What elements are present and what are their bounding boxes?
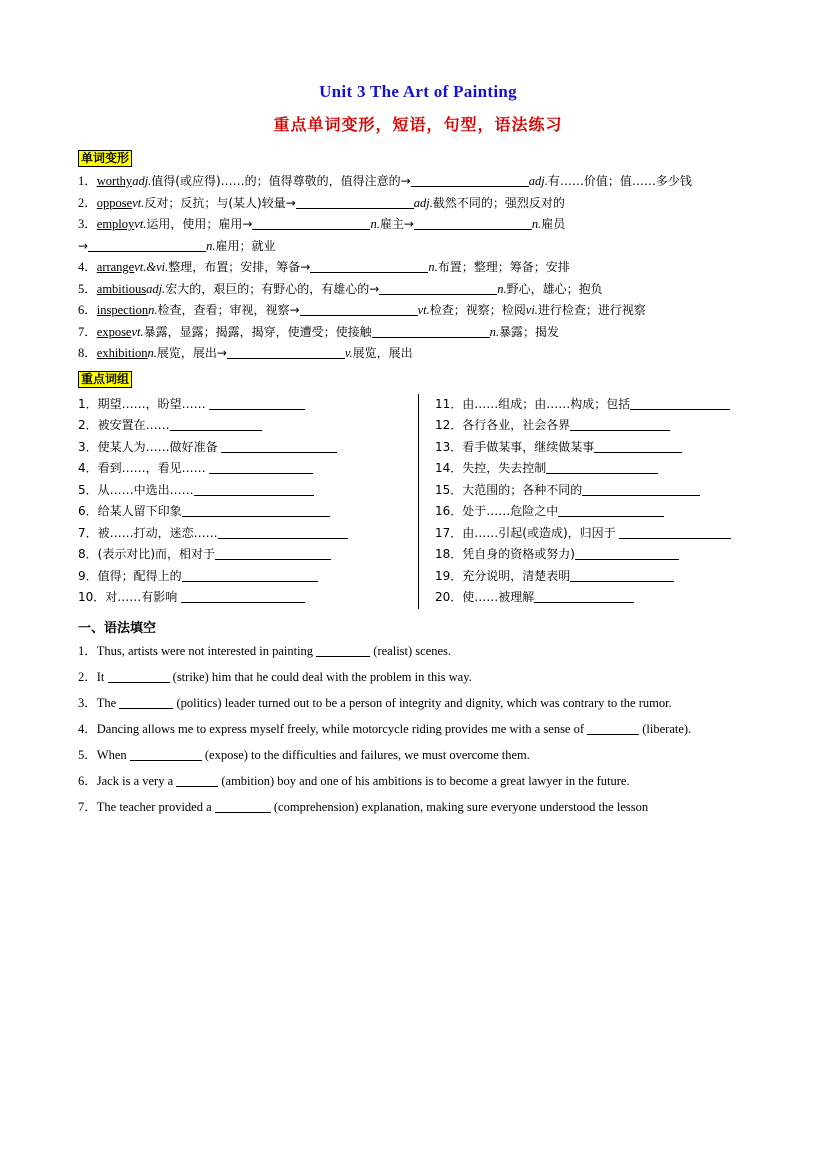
headword: employ xyxy=(96,217,135,231)
part-of-speech-2: vt. xyxy=(417,303,430,317)
meaning-text-3: 雇员 xyxy=(541,217,566,231)
meaning-text: 反对；反抗；与(某人)较量→ xyxy=(144,195,296,210)
item-number: 11． xyxy=(435,396,463,411)
word-item-4 xyxy=(78,257,758,278)
item-number: 20． xyxy=(435,590,463,604)
phrase-item xyxy=(435,394,758,416)
meaning-text-2: 截然不同的；强烈反对的 xyxy=(432,195,565,210)
phrase-text: 由……引起(或造成)，归因于 xyxy=(462,525,616,540)
sentence-cue: (ambition) xyxy=(221,773,275,788)
item-number: 1． xyxy=(78,643,97,658)
sentence-before: Thus, artists were not interested in painting xyxy=(96,643,314,658)
phrase-item xyxy=(78,587,404,609)
phrase-text: 处于……危险之中 xyxy=(462,504,559,518)
phrase-text: 期望……，盼望…… xyxy=(97,396,206,411)
answer-blank[interactable] xyxy=(587,722,639,735)
sentence-before: It xyxy=(96,669,105,684)
phrase-text: 从……中选出…… xyxy=(97,482,194,497)
item-number: 4． xyxy=(78,260,97,274)
meaning-text: 展览，展出→ xyxy=(156,346,227,360)
meaning-text-2: 检查；视察；检阅 xyxy=(429,303,526,317)
phrase-item xyxy=(435,458,758,480)
sentence-after: leader turned out to be a person of integrity and dignity, which was contrary to the rumor. xyxy=(224,695,672,710)
word-item-8 xyxy=(78,343,758,364)
sentence-cue: (liberate). xyxy=(642,721,692,736)
part-of-speech-2: n. xyxy=(497,281,507,296)
headword: expose xyxy=(96,324,132,339)
grammar-item-6 xyxy=(78,770,758,792)
page-title-chinese: 重点单词变形，短语，句型，语法练习 xyxy=(273,115,563,134)
answer-blank[interactable] xyxy=(182,504,330,517)
phrase-text: 使某人为……做好准备 xyxy=(97,439,218,454)
phrase-item xyxy=(435,566,758,588)
phrase-column-left xyxy=(78,394,418,609)
part-of-speech: n. xyxy=(147,346,157,360)
item-number: 3． xyxy=(78,439,98,454)
item-number: 4． xyxy=(78,721,97,736)
item-number: 10． xyxy=(78,590,106,604)
item-number: 19． xyxy=(435,568,463,583)
answer-blank[interactable] xyxy=(215,547,331,560)
answer-blank[interactable] xyxy=(582,483,700,496)
answer-blank[interactable] xyxy=(209,397,305,410)
answer-blank[interactable] xyxy=(176,774,218,787)
phrase-item xyxy=(435,480,758,502)
phrase-column-right xyxy=(418,394,758,609)
phrase-item xyxy=(78,458,404,480)
answer-blank[interactable] xyxy=(209,461,313,474)
phrase-item xyxy=(435,501,758,523)
phrase-item xyxy=(78,394,404,416)
phrase-item xyxy=(78,566,404,588)
part-of-speech: vt.&vi. xyxy=(134,260,169,274)
grammar-item-3 xyxy=(78,692,758,714)
phrase-text: 被安置在…… xyxy=(97,418,170,432)
section-label-word-forms: 单词变形 xyxy=(78,150,132,167)
phrase-item xyxy=(78,544,404,566)
phrase-text: (表示对比)而，相对于 xyxy=(97,547,216,561)
word-item-1 xyxy=(78,171,758,192)
answer-blank[interactable] xyxy=(88,238,206,252)
meaning-text: 暴露，显露；揭露，揭穿，使遭受；使接触 xyxy=(143,324,372,339)
item-number: 16． xyxy=(435,504,463,518)
grammar-item-1 xyxy=(78,640,758,662)
headword: oppose xyxy=(96,195,133,210)
sentence-before: Jack is a very a xyxy=(96,773,174,788)
item-number: 1． xyxy=(78,396,98,411)
part-of-speech: adj. xyxy=(132,174,152,188)
answer-blank[interactable] xyxy=(194,483,314,496)
grammar-item-5 xyxy=(78,744,758,766)
phrase-text: 充分说明，清楚表明 xyxy=(462,568,571,583)
item-number: 8． xyxy=(78,547,98,561)
answer-blank[interactable] xyxy=(411,173,529,187)
phrase-item xyxy=(435,415,758,437)
answer-blank[interactable] xyxy=(546,461,658,474)
phrase-item xyxy=(78,501,404,523)
headword: worthy xyxy=(96,174,133,188)
phrase-item xyxy=(78,437,404,459)
answer-blank[interactable] xyxy=(619,526,731,539)
grammar-section-heading: 一、语法填空 xyxy=(78,620,157,636)
item-number: 5． xyxy=(78,281,97,296)
phrase-text: 大范围的；各种不同的 xyxy=(462,482,583,497)
phrase-text: 看手做某事，继续做某事 xyxy=(462,439,595,454)
phrase-item xyxy=(78,480,404,502)
answer-blank[interactable] xyxy=(170,418,262,431)
sentence-before: Dancing allows me to express myself freely, while motorcycle riding provides me with a sense of xyxy=(96,721,585,736)
meaning-text: 运用，使用；雇用→ xyxy=(146,217,253,231)
sentence-cue: (strike) xyxy=(172,669,209,684)
meaning-text-3: 进行检查；进行视察 xyxy=(537,303,646,317)
phrase-text: 给某人留下印象 xyxy=(97,504,182,518)
headword: ambitious xyxy=(96,281,147,296)
sentence-cue: (politics) xyxy=(176,695,222,710)
meaning-text: 整理，布置；安排，筹备→ xyxy=(168,260,311,274)
item-number: 15． xyxy=(435,482,463,497)
phrase-list-right xyxy=(435,394,758,609)
meaning-text: 宏大的，艰巨的；有野心的，有雄心的→ xyxy=(165,281,380,296)
phrase-text: 值得；配得上的 xyxy=(97,568,182,583)
meaning-text: 值得(或应得)……的；值得尊敬的，值得注意的→ xyxy=(151,174,411,188)
sentence-cue: (comprehension) xyxy=(273,799,359,814)
phrase-text: 对……有影响 xyxy=(105,590,178,604)
answer-blank[interactable] xyxy=(414,216,532,230)
headword: inspection xyxy=(96,303,149,317)
part-of-speech-2: v. xyxy=(344,346,353,360)
item-number: 6． xyxy=(78,504,98,518)
item-number: 7． xyxy=(78,324,97,339)
answer-blank[interactable] xyxy=(252,216,370,230)
item-number: 4． xyxy=(78,461,98,475)
word-item-7 xyxy=(78,322,758,343)
item-number: 17． xyxy=(435,525,463,540)
part-of-speech-3: n. xyxy=(531,217,542,231)
item-number: 7． xyxy=(78,799,97,814)
item-number: 14． xyxy=(435,461,463,475)
item-number: 2． xyxy=(78,669,97,684)
part-of-speech-4: n. xyxy=(206,238,216,253)
meaning-text-2: 雇主→ xyxy=(379,217,414,231)
phrase-item xyxy=(435,587,758,609)
sentence-cue: (expose) xyxy=(204,747,248,762)
item-number: 6． xyxy=(78,303,97,317)
meaning-text: 检查，查看；审视，视察→ xyxy=(157,303,300,317)
word-item-3-cont xyxy=(78,236,758,257)
item-number: 13． xyxy=(435,439,463,454)
meaning-text-5: 雇用；就业 xyxy=(215,238,276,253)
grammar-fill-in-list xyxy=(78,640,758,818)
sentence-before: The teacher provided a xyxy=(96,799,212,814)
item-number: 7． xyxy=(78,525,98,540)
answer-blank[interactable] xyxy=(215,800,271,813)
phrase-item xyxy=(78,523,404,545)
answer-blank[interactable] xyxy=(182,569,318,582)
answer-blank[interactable] xyxy=(379,281,497,295)
grammar-item-7 xyxy=(78,796,758,818)
part-of-speech-2: adj. xyxy=(413,195,433,210)
grammar-item-2 xyxy=(78,666,758,688)
answer-blank[interactable] xyxy=(310,259,428,273)
sentence-before: The xyxy=(96,695,117,710)
part-of-speech: vt. xyxy=(134,217,147,231)
sentence-after: scenes. xyxy=(415,643,452,658)
answer-blank[interactable] xyxy=(296,195,414,209)
part-of-speech-2: n. xyxy=(489,324,500,339)
item-number: 9． xyxy=(78,568,98,583)
item-number: 6． xyxy=(78,773,97,788)
sentence-after: explanation, making sure everyone understood the lesson xyxy=(361,799,649,814)
part-of-speech: vt. xyxy=(131,324,144,339)
part-of-speech: n. xyxy=(148,303,158,317)
answer-blank[interactable] xyxy=(130,748,202,761)
phrase-item xyxy=(435,437,758,459)
answer-blank[interactable] xyxy=(534,590,634,603)
item-number: 3． xyxy=(78,695,97,710)
sentence-after: him that he could deal with the problem in this way. xyxy=(211,669,472,684)
phrase-text: 各行各业，社会各界 xyxy=(462,418,571,432)
answer-blank[interactable] xyxy=(570,418,670,431)
answer-blank[interactable] xyxy=(630,397,730,410)
sentence-after: to the difficulties and failures, we must overcome them. xyxy=(251,747,530,762)
phrase-text: 看到……，看见…… xyxy=(97,461,206,475)
answer-blank[interactable] xyxy=(300,302,418,316)
item-number: 5． xyxy=(78,482,98,497)
meaning-text-2: 有……价值；值……多少钱 xyxy=(547,174,692,188)
item-number: 5． xyxy=(78,747,97,762)
phrase-columns xyxy=(78,394,758,609)
answer-blank[interactable] xyxy=(181,590,305,603)
answer-blank[interactable] xyxy=(218,526,348,539)
sentence-cue: (realist) xyxy=(373,643,413,658)
item-number: 3． xyxy=(78,217,97,231)
item-number: 12． xyxy=(435,418,463,432)
answer-blank[interactable] xyxy=(119,696,173,709)
answer-blank[interactable] xyxy=(558,504,664,517)
document-content xyxy=(78,82,758,822)
meaning-text-2: 野心，雄心；抱负 xyxy=(506,281,603,296)
meaning-text-2: 展览，展出 xyxy=(352,346,413,360)
phrase-item xyxy=(435,544,758,566)
answer-blank[interactable] xyxy=(227,345,345,359)
word-item-6 xyxy=(78,300,758,321)
phrase-text: 失控，失去控制 xyxy=(462,461,547,475)
item-number: 18． xyxy=(435,547,463,561)
item-number: 2． xyxy=(78,418,98,432)
answer-blank[interactable] xyxy=(594,440,682,453)
part-of-speech-2: adj. xyxy=(528,174,548,188)
sentence-after: boy and one of his ambitions is to become a great lawyer in the future. xyxy=(277,773,630,788)
meaning-text-2: 暴露；揭发 xyxy=(499,324,560,339)
item-number: 2． xyxy=(78,195,97,210)
part-of-speech-3: vi. xyxy=(525,303,538,317)
word-item-3 xyxy=(78,214,758,235)
page-title-english: Unit 3 The Art of Painting xyxy=(319,82,517,101)
item-number: 1． xyxy=(78,174,97,188)
grammar-item-4 xyxy=(78,718,758,740)
part-of-speech-2: n. xyxy=(370,217,380,231)
word-item-2 xyxy=(78,193,758,214)
answer-blank[interactable] xyxy=(108,670,170,683)
part-of-speech-2: n. xyxy=(428,260,438,274)
answer-blank[interactable] xyxy=(221,440,337,453)
phrase-item xyxy=(78,415,404,437)
headword: arrange xyxy=(96,260,135,274)
meaning-text-2: 布置；整理；筹备；安排 xyxy=(437,260,570,274)
phrase-text: 使……被理解 xyxy=(462,590,535,604)
phrase-text: 被……打动，迷恋…… xyxy=(97,525,218,540)
phrase-text: 由……组成；由……构成；包括 xyxy=(462,396,631,411)
sentence-before: When xyxy=(96,747,127,762)
phrase-list-left xyxy=(78,394,404,609)
section-label-key-phrases: 重点词组 xyxy=(78,371,132,388)
phrase-text: 凭自身的资格或努力) xyxy=(462,547,575,561)
answer-blank[interactable] xyxy=(316,644,370,657)
meaning-text-4: → xyxy=(78,238,89,253)
part-of-speech: vt. xyxy=(132,195,145,210)
answer-blank[interactable] xyxy=(372,324,490,338)
word-form-list xyxy=(78,171,758,364)
word-item-5 xyxy=(78,279,758,300)
part-of-speech: adj. xyxy=(146,281,166,296)
headword: exhibition xyxy=(96,346,148,360)
item-number: 8． xyxy=(78,346,97,360)
answer-blank[interactable] xyxy=(575,547,679,560)
phrase-item xyxy=(435,523,758,545)
answer-blank[interactable] xyxy=(570,569,674,582)
